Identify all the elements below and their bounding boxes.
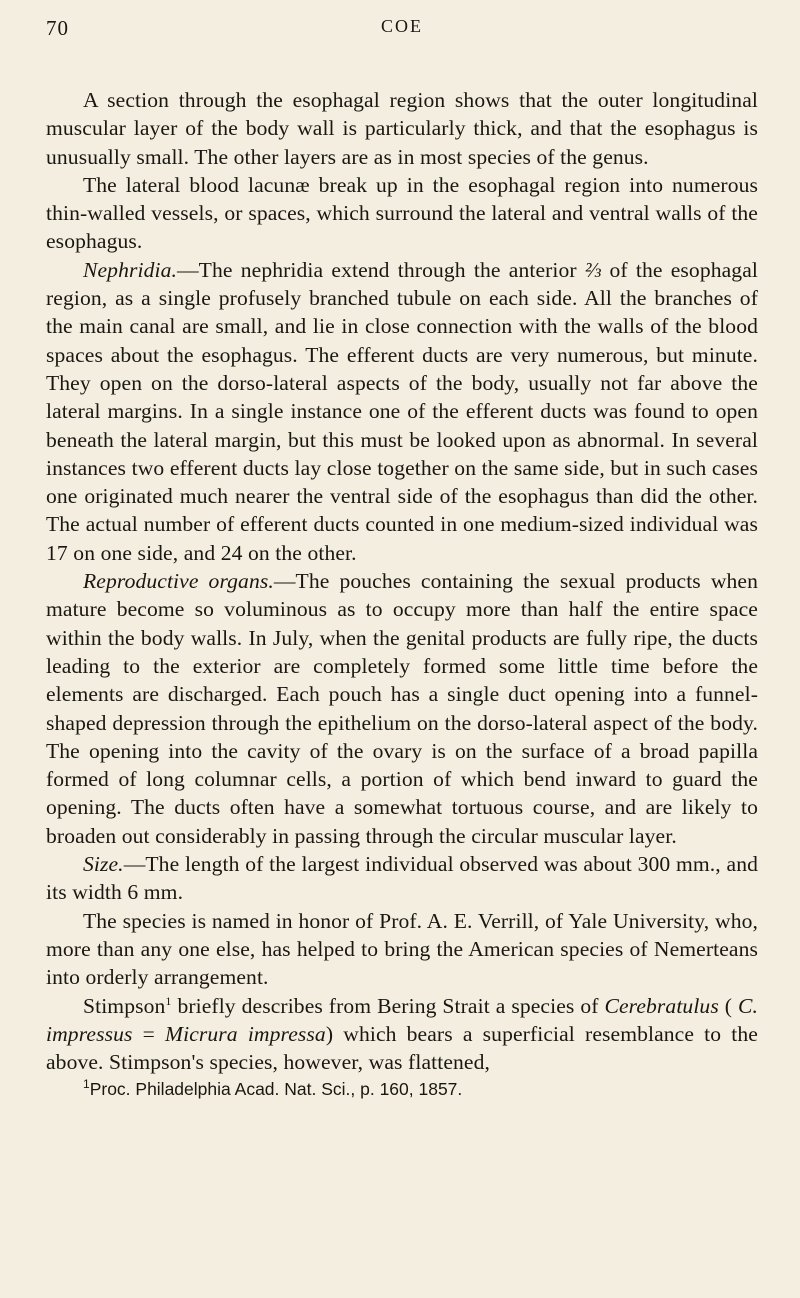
synonym-2: Micrura impressa [165, 1021, 326, 1046]
heading-size: Size. [83, 852, 124, 877]
stimpson-text-1: briefly describes from Bering Strait a species of [171, 993, 605, 1018]
stimpson-text-3: ) which bears a superficial resemblance to the above. Stimpson's species, however, was flattened, [46, 1021, 758, 1075]
paragraph-naming: The species is named in honor of Prof. A. E. Verrill, of Yale University, who, more than any one else, has helped to bring the American species of Nemerteans into orderly arrangement. [46, 908, 758, 990]
book-page [46, 14, 758, 1100]
paragraph-reproductive-organs [46, 567, 758, 850]
page-header [46, 14, 758, 52]
footnote-text: Proc. Philadelphia Acad. Nat. Sci., p. 160, 1857. [89, 1079, 463, 1100]
nephridia-fraction: ⅔ [584, 257, 602, 282]
footnote [46, 1078, 758, 1100]
body-text [46, 86, 758, 1076]
nephridia-text-b: of the esophagal region, as a single profusely branched tubule on each side. All the branches of the main canal are small, and lie in close connection with the walls of the blood spaces about the esophagus. The efferent ducts are very numerous, but minute. They open on the dorso-lateral aspects of the body, usually not far above the lateral margins. In a single instance one of the efferent ducts was found to open beneath the lateral margin, but this must be looked upon as abnormal. In several instances two efferent ducts lay close together on the same side, but in such cases one originated much nearer the ventral side of the esophagus than did the other. The actual number of efferent ducts counted in one medium-sized individual was 17 on one side, and 24 on the other. [46, 257, 758, 565]
paragraph-blood-lacunae: The lateral blood lacunæ break up in the esophagal region into numerous thin-walled vessels, or spaces, which surround the lateral and ventral walls of the esophagus. [46, 172, 758, 254]
page-number: 70 [46, 16, 69, 40]
paragraph-nephridia [46, 256, 758, 567]
heading-reproductive-organs: Reproductive organs. [83, 569, 274, 594]
synonym-1: C. impressus [46, 993, 758, 1046]
stimpson-lead: Stimpson [83, 993, 166, 1018]
size-text: —The length of the largest individual observed was about 300 mm., and its width 6 mm. [46, 852, 758, 905]
footnote-mark: 1 [83, 1077, 90, 1092]
equals-sign: = [132, 1021, 166, 1046]
running-head: COE [381, 16, 423, 36]
reproductive-text: —The pouches containing the sexual products when mature become so voluminous as to occupy more than half the entire space within the body walls. In July, when the genital products are fully ripe, the ducts leading to the exterior are completely formed some little time before the elements are discharged. Each pouch has a single duct opening into a funnel-shaped depression through the epithelium on the dorso-lateral aspect of the body. The opening into the cavity of the ovary is on the surface of a broad papilla formed of long columnar cells, a portion of which bend inward to guard the opening. The ducts often have a somewhat tortuous course, and are likely to broaden out considerably in passing through the circular muscular layer. [46, 569, 758, 848]
nephridia-text-a: —The nephridia extend through the anterior [176, 257, 585, 282]
footnote-reference: 1 [165, 993, 172, 1008]
genus-name: Cerebratulus [604, 993, 719, 1018]
paragraph-stimpson [46, 992, 758, 1077]
stimpson-text-2: ( [718, 993, 738, 1018]
paragraph-size [46, 850, 758, 907]
paragraph-esophagal-section: A section through the esophagal region shows that the outer longitudinal muscular layer of the body wall is particularly thick, and that the esophagus is unusually small. The other layers are as in most species of the genus. [46, 88, 758, 169]
heading-nephridia: Nephridia. [83, 257, 177, 282]
